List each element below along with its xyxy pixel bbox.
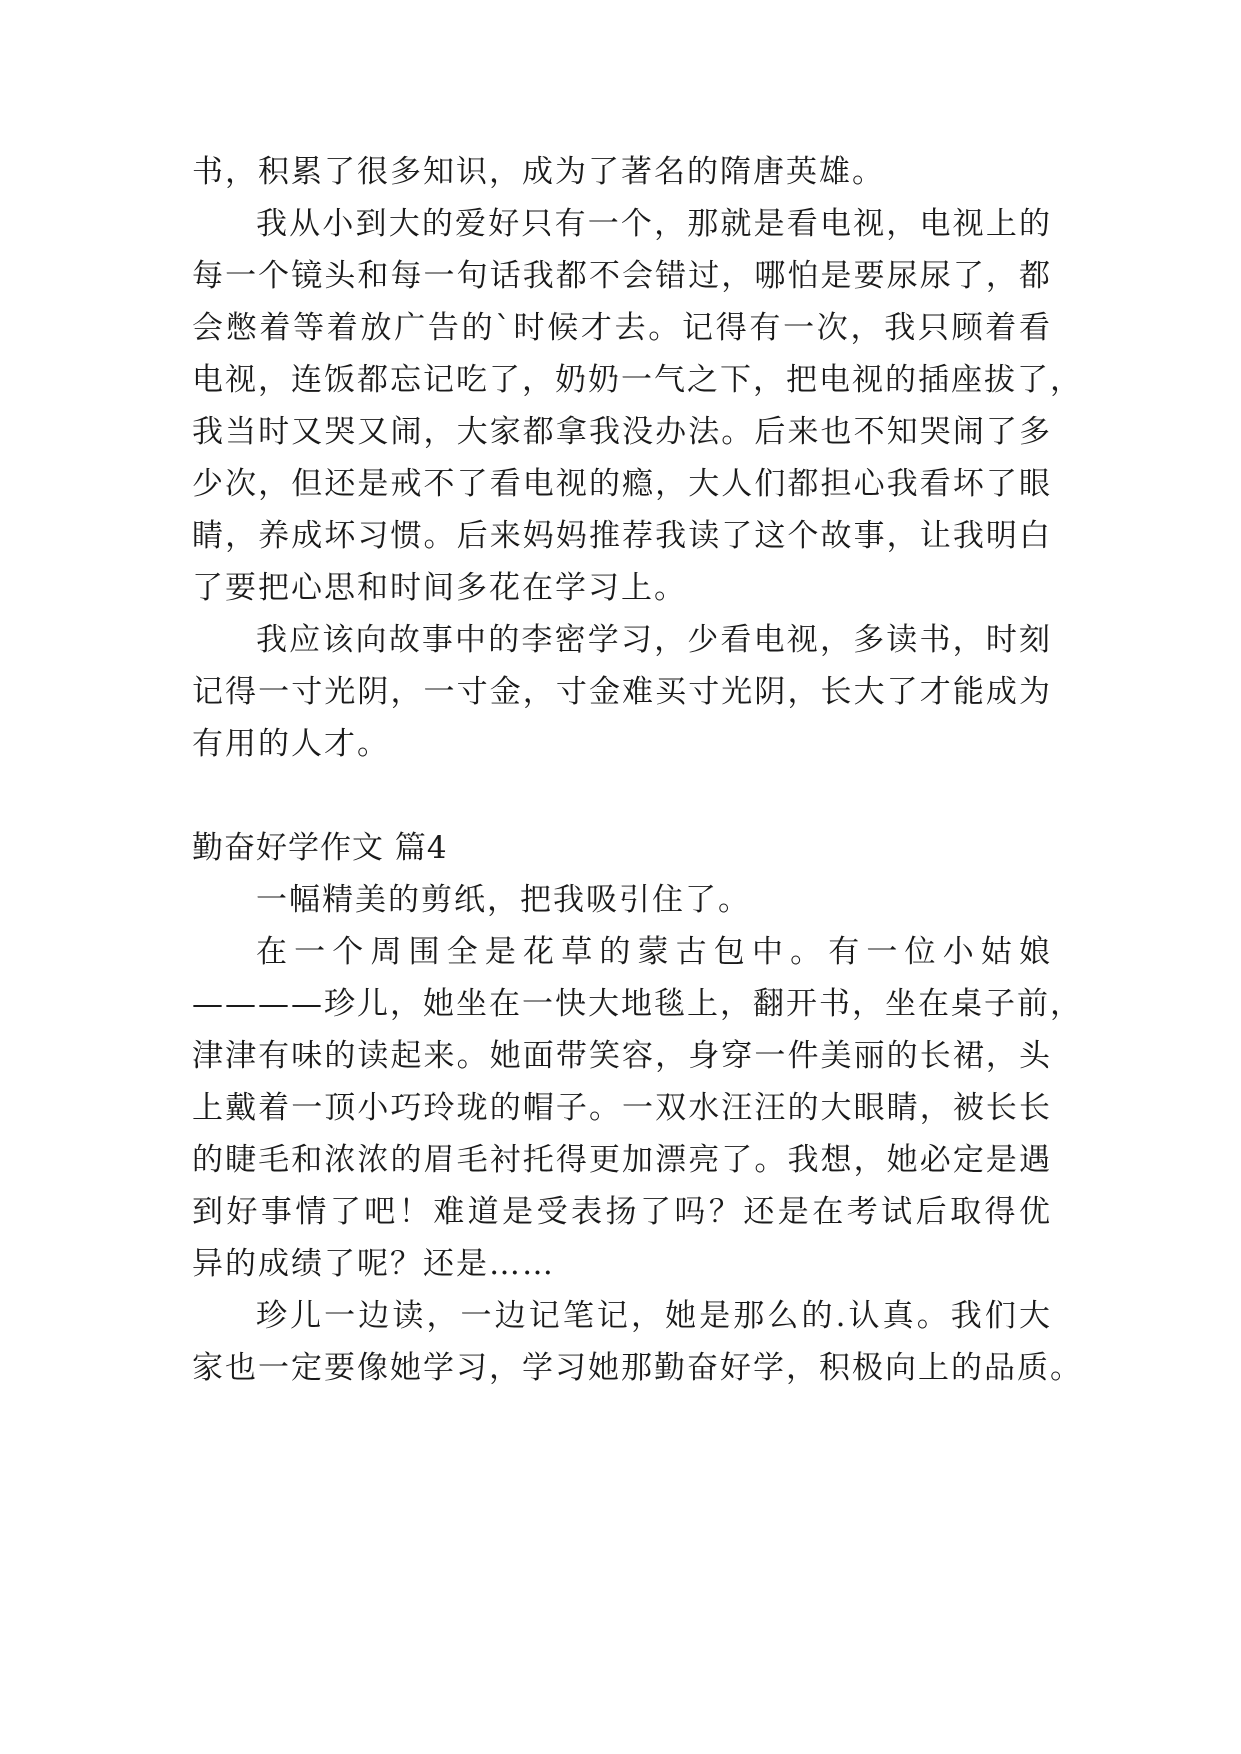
section-heading: 勤奋好学作文 篇4	[192, 830, 448, 866]
paragraph-line: 了要把心思和时间多花在学习上。	[192, 570, 687, 606]
paragraph-line: ————珍儿，她坐在一快大地毯上，翻开书，坐在桌子前，	[192, 986, 1083, 1022]
paragraph-line: 记得一寸光阴，一寸金，寸金难买寸光阴，长大了才能成为	[192, 674, 1052, 710]
paragraph-line: 在一个周围全是花草的蒙古包中。有一位小姑娘	[256, 934, 1052, 970]
paragraph-line: 家也一定要像她学习，学习她那勤奋好学，积极向上的品质。	[192, 1350, 1083, 1386]
paragraph-line: 上戴着一顶小巧玲珑的帽子。一双水汪汪的大眼睛，被长长	[192, 1090, 1052, 1126]
paragraph-line: 我当时又哭又闹，大家都拿我没办法。后来也不知哭闹了多	[192, 414, 1052, 450]
paragraph-line: 电视，连饭都忘记吃了，奶奶一气之下，把电视的插座拔了，	[192, 362, 1083, 398]
paragraph-line: 津津有味的读起来。她面带笑容，身穿一件美丽的长裙，头	[192, 1038, 1052, 1074]
paragraph-line: 少次，但还是戒不了看电视的瘾，大人们都担心我看坏了眼	[192, 466, 1052, 502]
paragraph-line: 一幅精美的剪纸，把我吸引住了。	[256, 882, 751, 918]
paragraph-line: 有用的人才。	[192, 726, 390, 762]
paragraph-line: 会憋着等着放广告的`时候才去。记得有一次，我只顾着看	[192, 310, 1052, 346]
paragraph-line: 的睫毛和浓浓的眉毛衬托得更加漂亮了。我想，她必定是遇	[192, 1142, 1052, 1178]
paragraph-line: 异的成绩了呢？还是……	[192, 1246, 555, 1282]
paragraph-line: 到好事情了吧！难道是受表扬了吗？还是在考试后取得优	[192, 1194, 1052, 1230]
paragraph-line: 睛，养成坏习惯。后来妈妈推荐我读了这个故事，让我明白	[192, 518, 1052, 554]
paragraph-line: 珍儿一边读，一边记笔记，她是那么的.认真。我们大	[256, 1298, 1052, 1334]
paragraph-line: 书，积累了很多知识，成为了著名的隋唐英雄。	[192, 154, 885, 190]
paragraph-line: 我应该向故事中的李密学习，少看电视，多读书，时刻	[256, 622, 1052, 658]
paragraph-line: 我从小到大的爱好只有一个，那就是看电视，电视上的	[256, 206, 1052, 242]
paragraph-line: 每一个镜头和每一句话我都不会错过，哪怕是要尿尿了，都	[192, 258, 1052, 294]
